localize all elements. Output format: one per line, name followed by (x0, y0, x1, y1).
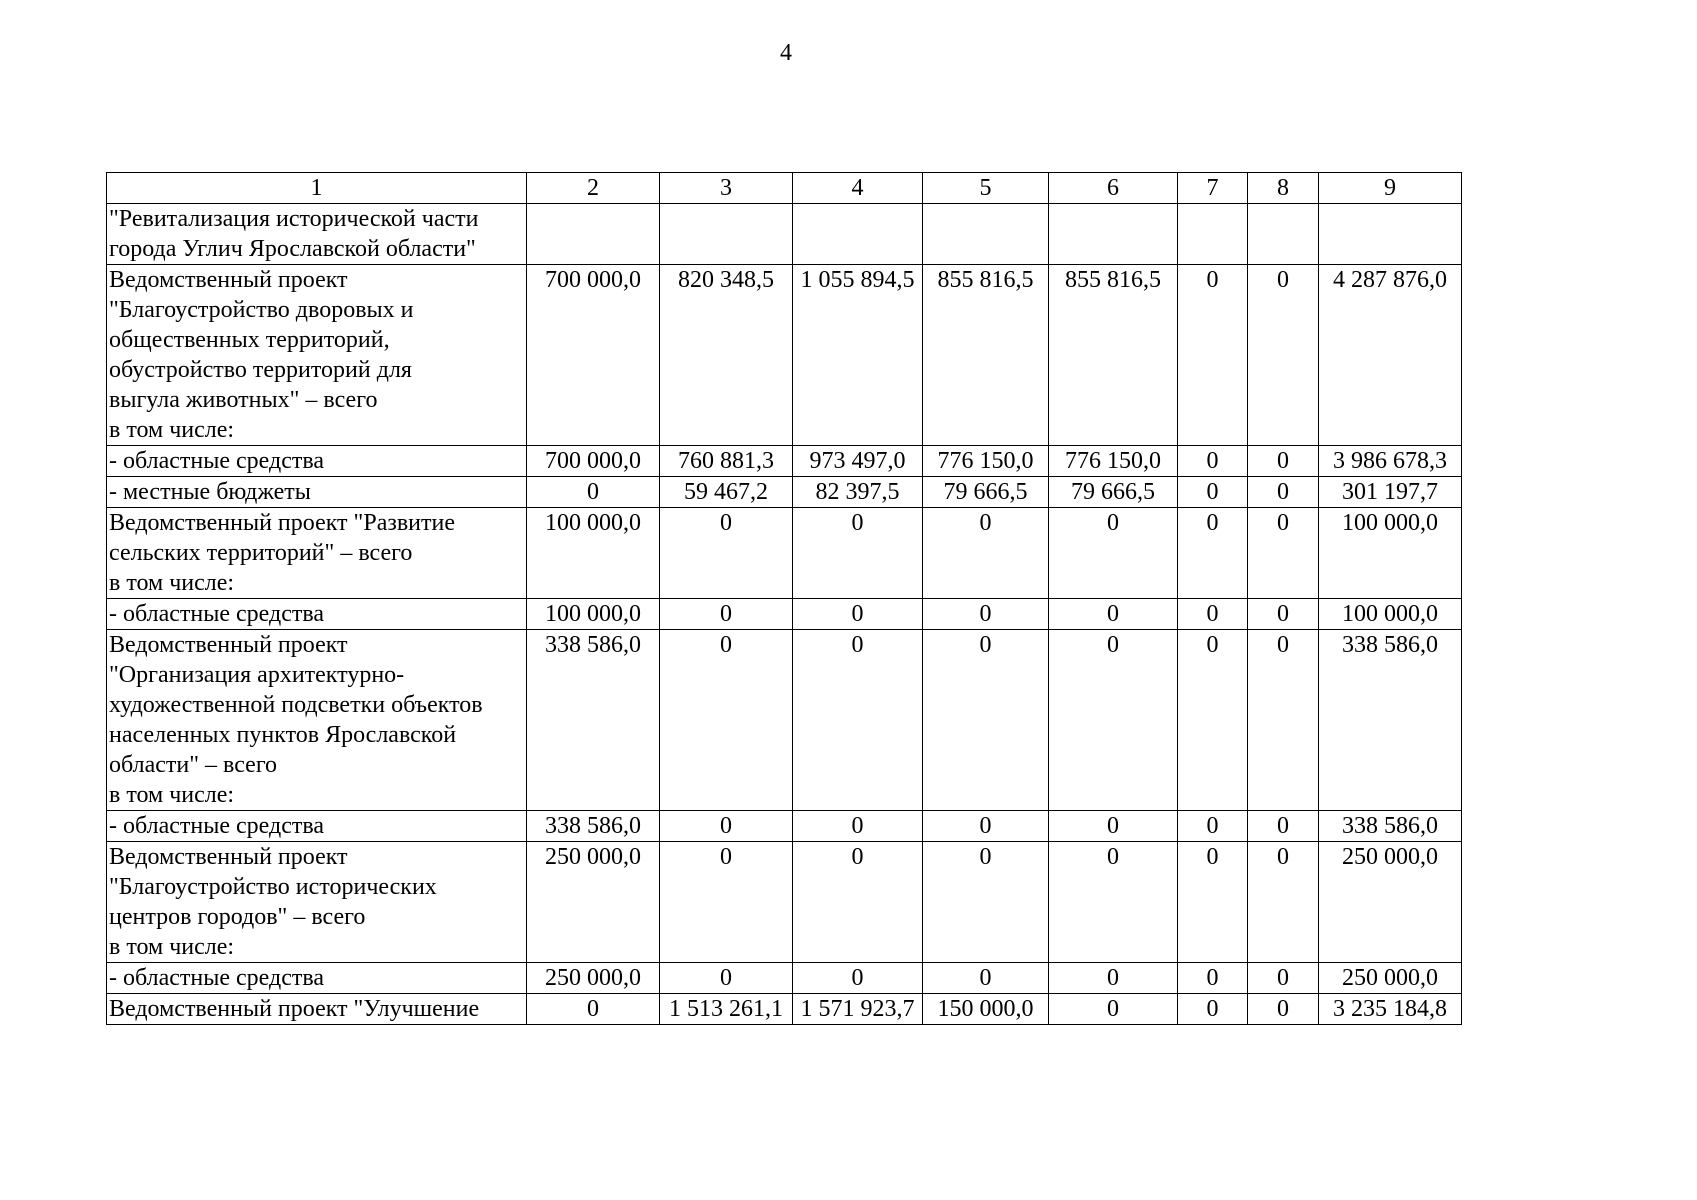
value-cell: 0 (923, 508, 1049, 599)
value-cell: 0 (1049, 842, 1178, 963)
value-cell: 0 (923, 842, 1049, 963)
column-number-row (107, 173, 1462, 204)
row-name-line: - областные средства (109, 601, 325, 627)
value-cell: 820 348,5 (660, 265, 793, 446)
value-cell: 973 497,0 (793, 446, 923, 477)
value-cell (1248, 204, 1319, 265)
value-cell: 0 (1178, 842, 1248, 963)
value-cell: 338 586,0 (527, 630, 660, 811)
value-cell: 0 (1178, 599, 1248, 630)
value-cell: 0 (1049, 630, 1178, 811)
value-cell: 250 000,0 (1319, 842, 1462, 963)
value-cell: 0 (1248, 994, 1319, 1025)
row-name-line: Ведомственный проект (109, 632, 348, 658)
row-name-line: в том числе: (109, 934, 235, 960)
value-cell: 3 235 184,8 (1319, 994, 1462, 1025)
row-name-line: сельских территорий" – всего (109, 540, 413, 566)
row-name-cell (107, 994, 527, 1025)
value-cell: 0 (1178, 963, 1248, 994)
table-row (107, 811, 1462, 842)
value-cell (660, 204, 793, 265)
value-cell: 3 986 678,3 (1319, 446, 1462, 477)
value-cell: 0 (923, 630, 1049, 811)
value-cell: 0 (660, 630, 793, 811)
row-name-line: города Углич Ярославской области" (109, 236, 476, 262)
value-cell: 79 666,5 (923, 477, 1049, 508)
row-name-cell (107, 265, 527, 446)
row-name-line: в том числе: (109, 782, 235, 808)
column-number: 3 (660, 173, 793, 204)
table-row (107, 477, 1462, 508)
value-cell: 855 816,5 (1049, 265, 1178, 446)
value-cell: 0 (923, 963, 1049, 994)
row-name-cell (107, 204, 527, 265)
value-cell (793, 204, 923, 265)
row-name-line: Ведомственный проект "Развитие (109, 510, 455, 536)
page-number: 4 (780, 40, 792, 66)
value-cell: 100 000,0 (527, 508, 660, 599)
column-number: 8 (1248, 173, 1319, 204)
row-name-cell (107, 446, 527, 477)
value-cell: 0 (1049, 599, 1178, 630)
column-number: 1 (107, 173, 527, 204)
value-cell: 0 (1178, 508, 1248, 599)
value-cell: 0 (1049, 508, 1178, 599)
value-cell: 0 (1248, 963, 1319, 994)
row-name-cell (107, 811, 527, 842)
value-cell: 0 (1049, 811, 1178, 842)
row-name-line: художественной подсветки объектов (109, 692, 483, 718)
row-name-cell (107, 508, 527, 599)
value-cell: 0 (793, 842, 923, 963)
row-name-line: - областные средства (109, 448, 325, 474)
table-row (107, 446, 1462, 477)
value-cell: 0 (1049, 963, 1178, 994)
table-row (107, 508, 1462, 599)
value-cell: 0 (793, 963, 923, 994)
value-cell (1049, 204, 1178, 265)
value-cell: 0 (793, 811, 923, 842)
value-cell: 0 (1178, 811, 1248, 842)
value-cell: 0 (527, 994, 660, 1025)
value-cell: 338 586,0 (527, 811, 660, 842)
row-name-line: в том числе: (109, 570, 235, 596)
value-cell: 0 (923, 599, 1049, 630)
value-cell: 1 513 261,1 (660, 994, 793, 1025)
value-cell: 0 (660, 811, 793, 842)
value-cell: 82 397,5 (793, 477, 923, 508)
column-number: 6 (1049, 173, 1178, 204)
row-name-line: Ведомственный проект (109, 267, 348, 293)
budget-table (106, 172, 1462, 1025)
value-cell: 0 (1049, 994, 1178, 1025)
value-cell: 0 (1248, 508, 1319, 599)
value-cell: 0 (660, 963, 793, 994)
value-cell: 0 (1248, 811, 1319, 842)
row-name-cell (107, 630, 527, 811)
value-cell: 79 666,5 (1049, 477, 1178, 508)
value-cell: 0 (1248, 599, 1319, 630)
row-name-line: - областные средства (109, 965, 325, 991)
row-name-cell (107, 963, 527, 994)
table-row (107, 842, 1462, 963)
row-name-line: области" – всего (109, 752, 278, 778)
value-cell: 0 (793, 599, 923, 630)
value-cell (923, 204, 1049, 265)
value-cell (1319, 204, 1462, 265)
value-cell: 1 055 894,5 (793, 265, 923, 446)
table-row (107, 265, 1462, 446)
column-number: 4 (793, 173, 923, 204)
value-cell: 0 (1178, 994, 1248, 1025)
row-name-line: Ведомственный проект "Улучшение (109, 996, 480, 1022)
value-cell: 0 (793, 508, 923, 599)
row-name-line: - областные средства (109, 813, 325, 839)
column-number: 5 (923, 173, 1049, 204)
table-row (107, 630, 1462, 811)
value-cell: 100 000,0 (527, 599, 660, 630)
value-cell: 0 (1248, 630, 1319, 811)
row-name-cell (107, 599, 527, 630)
value-cell: 301 197,7 (1319, 477, 1462, 508)
value-cell: 0 (660, 842, 793, 963)
value-cell: 0 (660, 508, 793, 599)
row-name-line: "Организация архитектурно- (109, 662, 405, 688)
column-number: 9 (1319, 173, 1462, 204)
row-name-line: общественных территорий, (109, 327, 390, 353)
row-name-line: Ведомственный проект (109, 844, 348, 870)
value-cell: 700 000,0 (527, 265, 660, 446)
value-cell: 338 586,0 (1319, 811, 1462, 842)
value-cell: 0 (1248, 842, 1319, 963)
value-cell (1178, 204, 1248, 265)
value-cell: 776 150,0 (923, 446, 1049, 477)
column-number: 2 (527, 173, 660, 204)
row-name-line: "Благоустройство дворовых и (109, 297, 414, 323)
value-cell: 760 881,3 (660, 446, 793, 477)
value-cell: 855 816,5 (923, 265, 1049, 446)
value-cell: 59 467,2 (660, 477, 793, 508)
value-cell: 338 586,0 (1319, 630, 1462, 811)
table-row (107, 963, 1462, 994)
value-cell: 0 (1178, 265, 1248, 446)
value-cell: 250 000,0 (527, 963, 660, 994)
value-cell: 0 (1178, 630, 1248, 811)
row-name-line: в том числе: (109, 417, 235, 443)
value-cell: 0 (1248, 265, 1319, 446)
value-cell: 150 000,0 (923, 994, 1049, 1025)
value-cell: 4 287 876,0 (1319, 265, 1462, 446)
row-name-line: выгула животных" – всего (109, 387, 378, 413)
row-name-line: - местные бюджеты (109, 479, 311, 505)
row-name-line: обустройство территорий для (109, 357, 412, 383)
table-row (107, 599, 1462, 630)
column-number: 7 (1178, 173, 1248, 204)
row-name-line: "Ревитализация исторической части (109, 206, 479, 232)
value-cell: 1 571 923,7 (793, 994, 923, 1025)
value-cell: 100 000,0 (1319, 508, 1462, 599)
row-name-cell (107, 842, 527, 963)
value-cell: 0 (1248, 446, 1319, 477)
value-cell (527, 204, 660, 265)
row-name-cell (107, 477, 527, 508)
table-row (107, 204, 1462, 265)
value-cell: 0 (527, 477, 660, 508)
value-cell: 700 000,0 (527, 446, 660, 477)
row-name-line: населенных пунктов Ярославской (109, 722, 457, 748)
value-cell: 0 (1178, 477, 1248, 508)
value-cell: 0 (1178, 446, 1248, 477)
value-cell: 250 000,0 (1319, 963, 1462, 994)
table-row (107, 994, 1462, 1025)
value-cell: 250 000,0 (527, 842, 660, 963)
value-cell: 0 (923, 811, 1049, 842)
value-cell: 0 (660, 599, 793, 630)
value-cell: 0 (793, 630, 923, 811)
value-cell: 100 000,0 (1319, 599, 1462, 630)
value-cell: 0 (1248, 477, 1319, 508)
row-name-line: центров городов" – всего (109, 904, 366, 930)
value-cell: 776 150,0 (1049, 446, 1178, 477)
row-name-line: "Благоустройство исторических (109, 874, 437, 900)
